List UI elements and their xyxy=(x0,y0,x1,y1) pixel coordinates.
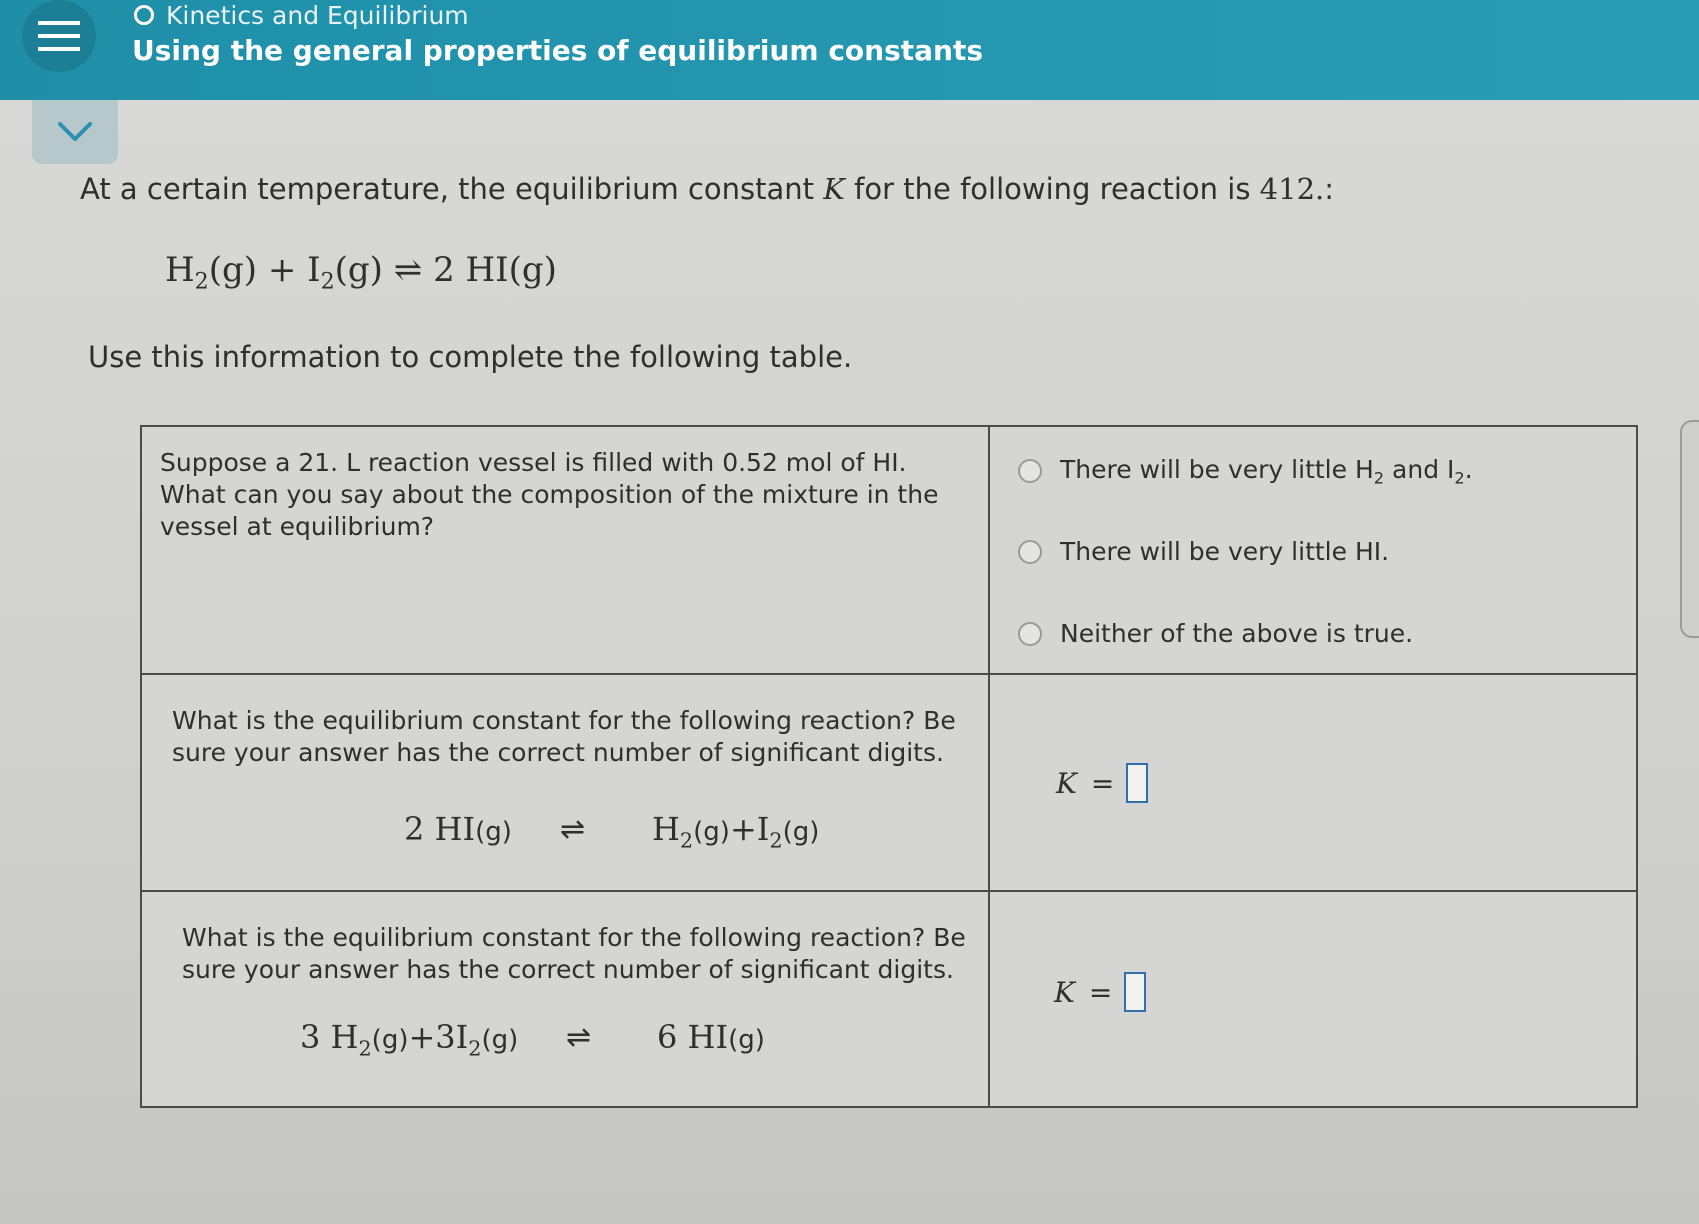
k-answer-input[interactable] xyxy=(1126,763,1148,803)
rxn-species: 3 H xyxy=(300,1018,359,1056)
rxn-phase: (g) xyxy=(693,817,730,847)
eq-arrow: ⇌ xyxy=(393,250,423,290)
chevron-down-icon xyxy=(57,121,93,143)
breadcrumb xyxy=(134,0,469,30)
eq-h2: H xyxy=(165,250,195,290)
answer-cell xyxy=(990,892,1636,1106)
option-label: There will be very little HI. xyxy=(1060,537,1390,566)
radio-button[interactable] xyxy=(1018,459,1042,483)
question-text: What is the equilibrium constant for the following reaction? Be sure your answer has the correct number of significant digits. xyxy=(182,923,966,984)
reaction-products xyxy=(657,1018,765,1056)
table-row xyxy=(142,675,1636,892)
reaction-arrow: ⇌ xyxy=(560,812,586,847)
option-label-part: and I xyxy=(1384,455,1455,484)
eq-h2-sub: 2 xyxy=(194,268,209,295)
eq-i2: I xyxy=(307,250,321,290)
k-answer-input[interactable] xyxy=(1124,972,1146,1012)
rxn-reactant: 2 HI xyxy=(404,810,476,848)
breadcrumb-topic: Kinetics and Equilibrium xyxy=(166,0,469,30)
question-cell xyxy=(142,427,990,673)
option-label xyxy=(1060,455,1473,488)
rxn-sub: 2 xyxy=(679,828,694,853)
rxn-phase: (g) xyxy=(782,817,820,847)
intro-text xyxy=(80,172,1334,206)
menu-button[interactable] xyxy=(22,0,96,72)
option-little-h2-i2[interactable] xyxy=(1018,455,1473,488)
rxn-phase: (g) xyxy=(371,1025,409,1055)
rxn-plus: + xyxy=(408,1018,436,1056)
rxn-species: H xyxy=(652,810,680,848)
equals-sign: = xyxy=(1088,975,1113,1009)
rxn-sub: 2 xyxy=(468,1036,482,1061)
reaction-reactants xyxy=(404,810,512,848)
options-cell xyxy=(990,427,1636,673)
hamburger-icon xyxy=(38,18,80,54)
option-label: Neither of the above is true. xyxy=(1060,619,1414,648)
top-bar xyxy=(0,0,1699,100)
rxn-species: 3I xyxy=(435,1018,469,1056)
option-label-part: There will be very little H xyxy=(1060,455,1374,484)
option-sub: 2 xyxy=(1454,468,1465,488)
rxn-phase: (g) xyxy=(475,817,512,847)
rxn-phase: (g) xyxy=(728,1025,765,1055)
side-panel-tab[interactable] xyxy=(1680,420,1699,638)
option-sub: 2 xyxy=(1373,468,1385,488)
intro-punct: : xyxy=(1324,172,1335,206)
radio-button[interactable] xyxy=(1018,540,1042,564)
main-equation xyxy=(165,250,557,295)
option-neither[interactable] xyxy=(1018,619,1413,648)
equals-sign: = xyxy=(1090,766,1115,800)
eq-product-phase: (g) xyxy=(508,250,557,290)
k-answer-field xyxy=(1054,972,1146,1012)
rxn-phase: (g) xyxy=(481,1025,519,1055)
answer-table xyxy=(140,425,1638,1108)
k-label: K xyxy=(1056,766,1077,800)
question-cell xyxy=(142,675,990,890)
k-answer-field xyxy=(1056,763,1148,803)
intro-text-part: At a certain temperature, the equilibrium constant xyxy=(80,172,824,206)
option-little-hi[interactable] xyxy=(1018,537,1389,566)
topic-circle-icon xyxy=(134,5,154,25)
option-label-part: . xyxy=(1464,455,1473,484)
rxn-species: 6 HI xyxy=(657,1018,729,1056)
radio-button[interactable] xyxy=(1018,622,1042,646)
collapse-toggle[interactable] xyxy=(32,100,118,164)
reaction-arrow: ⇌ xyxy=(566,1020,592,1055)
eq-plus: + xyxy=(267,250,297,290)
question-cell xyxy=(142,892,990,1106)
k-symbol: K xyxy=(823,172,845,206)
eq-i2-phase: (g) xyxy=(334,250,383,290)
rxn-sub: 2 xyxy=(769,828,783,853)
reaction-reactants xyxy=(300,1018,518,1060)
answer-cell xyxy=(990,675,1636,890)
rxn-sub: 2 xyxy=(358,1036,372,1061)
k-label: K xyxy=(1054,975,1075,1009)
table-row xyxy=(142,892,1636,1106)
eq-product: 2 HI xyxy=(433,250,509,290)
reaction-products xyxy=(652,810,819,852)
question-text: What is the equilibrium constant for the following reaction? Be sure your answer has the correct number of significant digits. xyxy=(172,706,956,767)
rxn-plus: + xyxy=(729,810,757,848)
instruction-text: Use this information to complete the following table. xyxy=(88,340,853,374)
intro-text-part: for the following reaction is xyxy=(844,172,1260,206)
eq-i2-sub: 2 xyxy=(320,268,335,295)
question-text: Suppose a 21. L reaction vessel is filled with 0.52 mol of HI. What can you say about the composition of the mixture in the vessel at equilibrium? xyxy=(160,448,939,541)
eq-h2-phase: (g) xyxy=(208,250,258,290)
k-value: 412. xyxy=(1259,172,1325,206)
table-row xyxy=(142,427,1636,675)
rxn-species: I xyxy=(756,810,770,848)
page-title: Using the general properties of equilibrium constants xyxy=(132,34,984,67)
